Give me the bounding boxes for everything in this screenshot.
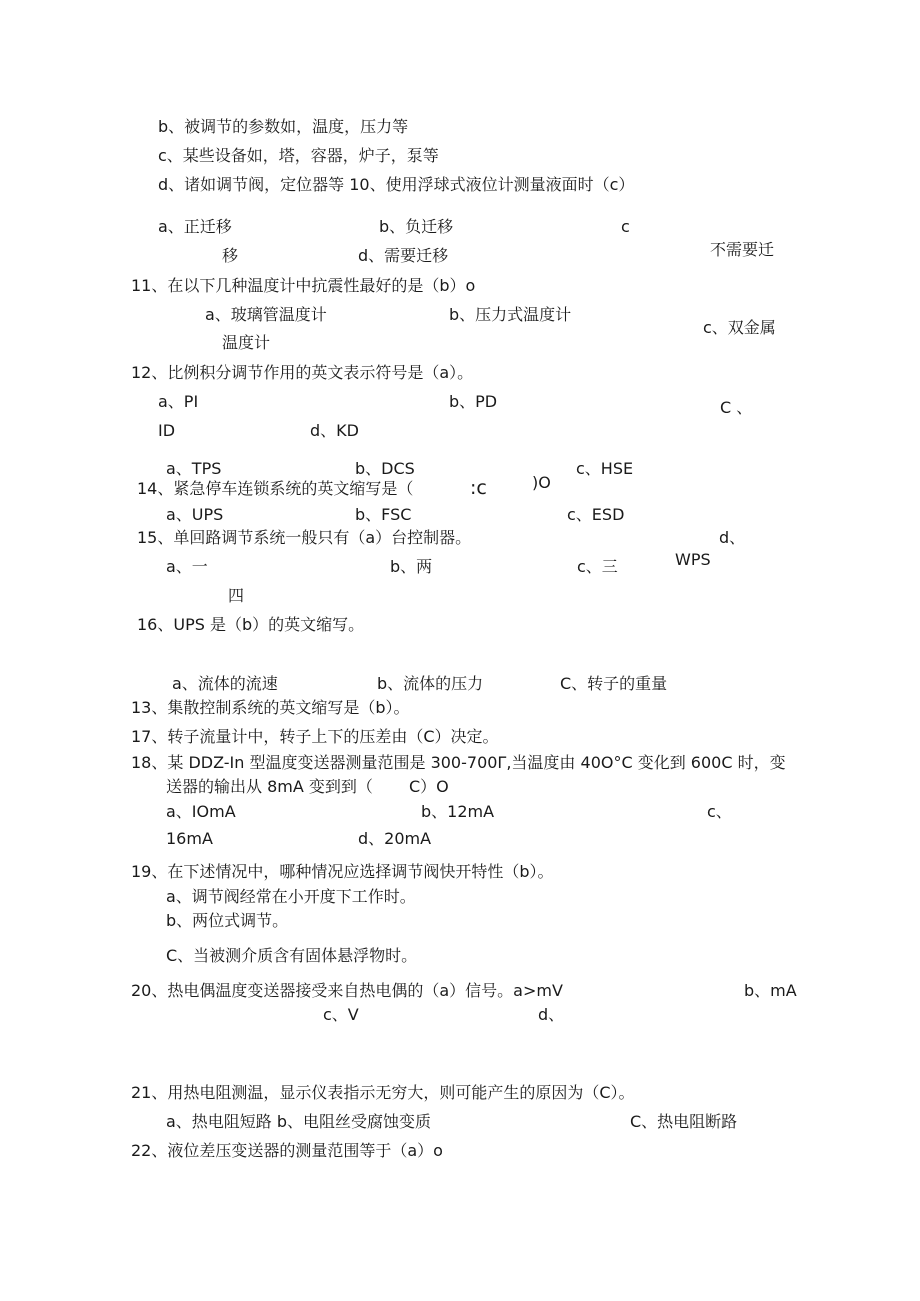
question-20: 20、热电偶温度变送器接受来自热电偶的（a）信号。a>mV [131, 981, 563, 1000]
answer-mark: :c [470, 477, 487, 499]
option-d: d、KD [310, 421, 359, 440]
option-b: b、mA [744, 981, 797, 1000]
option-c: C、热电阻断路 [630, 1112, 738, 1131]
option-line: b、被调节的参数如，温度，压力等 [158, 117, 409, 136]
option-c: c、三 [577, 557, 618, 576]
question-18: 18、某 DDZ-In 型温度变送器测量范围是 300-700Γ,当温度由 40O°C 变化到 600C 时，变 [131, 753, 786, 772]
option-text: ID [158, 421, 176, 440]
option-c: C、转子的重量 [560, 674, 668, 693]
option-line: c、某些设备如，塔，容器，炉子，泵等 [158, 146, 439, 165]
question-18-cont: 送器的输出从 8mA 变到到（ [166, 777, 373, 796]
option-text: 温度计 [222, 333, 271, 352]
option-b: b、两位式调节。 [166, 911, 289, 930]
option-b: b、压力式温度计 [449, 305, 572, 324]
option-a: a、玻璃管温度计 [205, 305, 327, 324]
option-d: d、 [538, 1005, 565, 1024]
question-12: 12、比例积分调节作用的英文表示符号是（a）。 [131, 363, 474, 382]
question-16: 16、UPS 是（b）的英文缩写。 [137, 615, 365, 634]
question-15: 15、单回路调节系统一般只有（a）台控制器。 [137, 528, 472, 547]
option-b: b、两 [390, 557, 433, 576]
question-17: 17、转子流量计中，转子上下的压差由（C）决定。 [131, 727, 499, 746]
option-a: a、TPS [166, 459, 222, 478]
option-a: a、UPS [166, 505, 224, 524]
question-19: 19、在下述情况中，哪种情况应选择调节阀快开特性（b）。 [131, 862, 554, 881]
option-c: C、当被测介质含有固体悬浮物时。 [166, 946, 418, 965]
option-c: c、 [707, 802, 732, 821]
option-a: a、PI [158, 392, 199, 411]
option-ab: a、热电阻短路 b、电阻丝受腐蚀变质 [166, 1112, 432, 1131]
option-c: c、双金属 [703, 318, 776, 337]
option-text: 移 [222, 246, 239, 265]
option-a: a、一 [166, 557, 208, 576]
option-a: a、流体的流速 [172, 674, 278, 693]
option-b: b、PD [449, 392, 498, 411]
option-b: b、12mA [421, 802, 495, 821]
option-a: a、调节阀经常在小开度下工作时。 [166, 887, 416, 906]
option-c: c、HSE [576, 459, 634, 478]
option-d: d、 [719, 528, 746, 547]
option-b: b、DCS [355, 459, 415, 478]
question-11: 11、在以下几种温度计中抗震性最好的是（b）o [131, 276, 476, 295]
option-c: c [621, 217, 630, 236]
option-line: d、诸如调节阀，定位器等 10、使用浮球式液位计测量液面时（c） [158, 175, 635, 194]
option-c: c、ESD [567, 505, 625, 524]
option-b: b、负迁移 [379, 217, 454, 236]
option-d: d、需要迁移 [358, 246, 449, 265]
question-14: 14、紧急停车连锁系统的英文缩写是（ [137, 479, 414, 498]
question-13: 13、集散控制系统的英文缩写是（b）。 [131, 698, 410, 717]
answer-mark: )O [532, 473, 551, 492]
option-text: WPS [675, 550, 711, 569]
option-d: d、20mA [358, 829, 432, 848]
option-text: 不需要迁 [710, 240, 775, 259]
option-c: C 、 [720, 398, 753, 417]
question-21: 21、用热电阻测温，显示仪表指示无穷大，则可能产生的原因为（C）。 [131, 1083, 635, 1102]
answer-mark: C）O [409, 777, 449, 796]
option-text: 16mA [166, 829, 213, 848]
option-b: b、流体的压力 [377, 674, 484, 693]
option-c: c、V [323, 1005, 359, 1024]
option-a: a、IOmA [166, 802, 236, 821]
question-22: 22、液位差压变送器的测量范围等于（a）o [131, 1141, 443, 1160]
option-a: a、正迁移 [158, 217, 232, 236]
option-b: b、FSC [355, 505, 412, 524]
option-text: 四 [228, 586, 245, 605]
